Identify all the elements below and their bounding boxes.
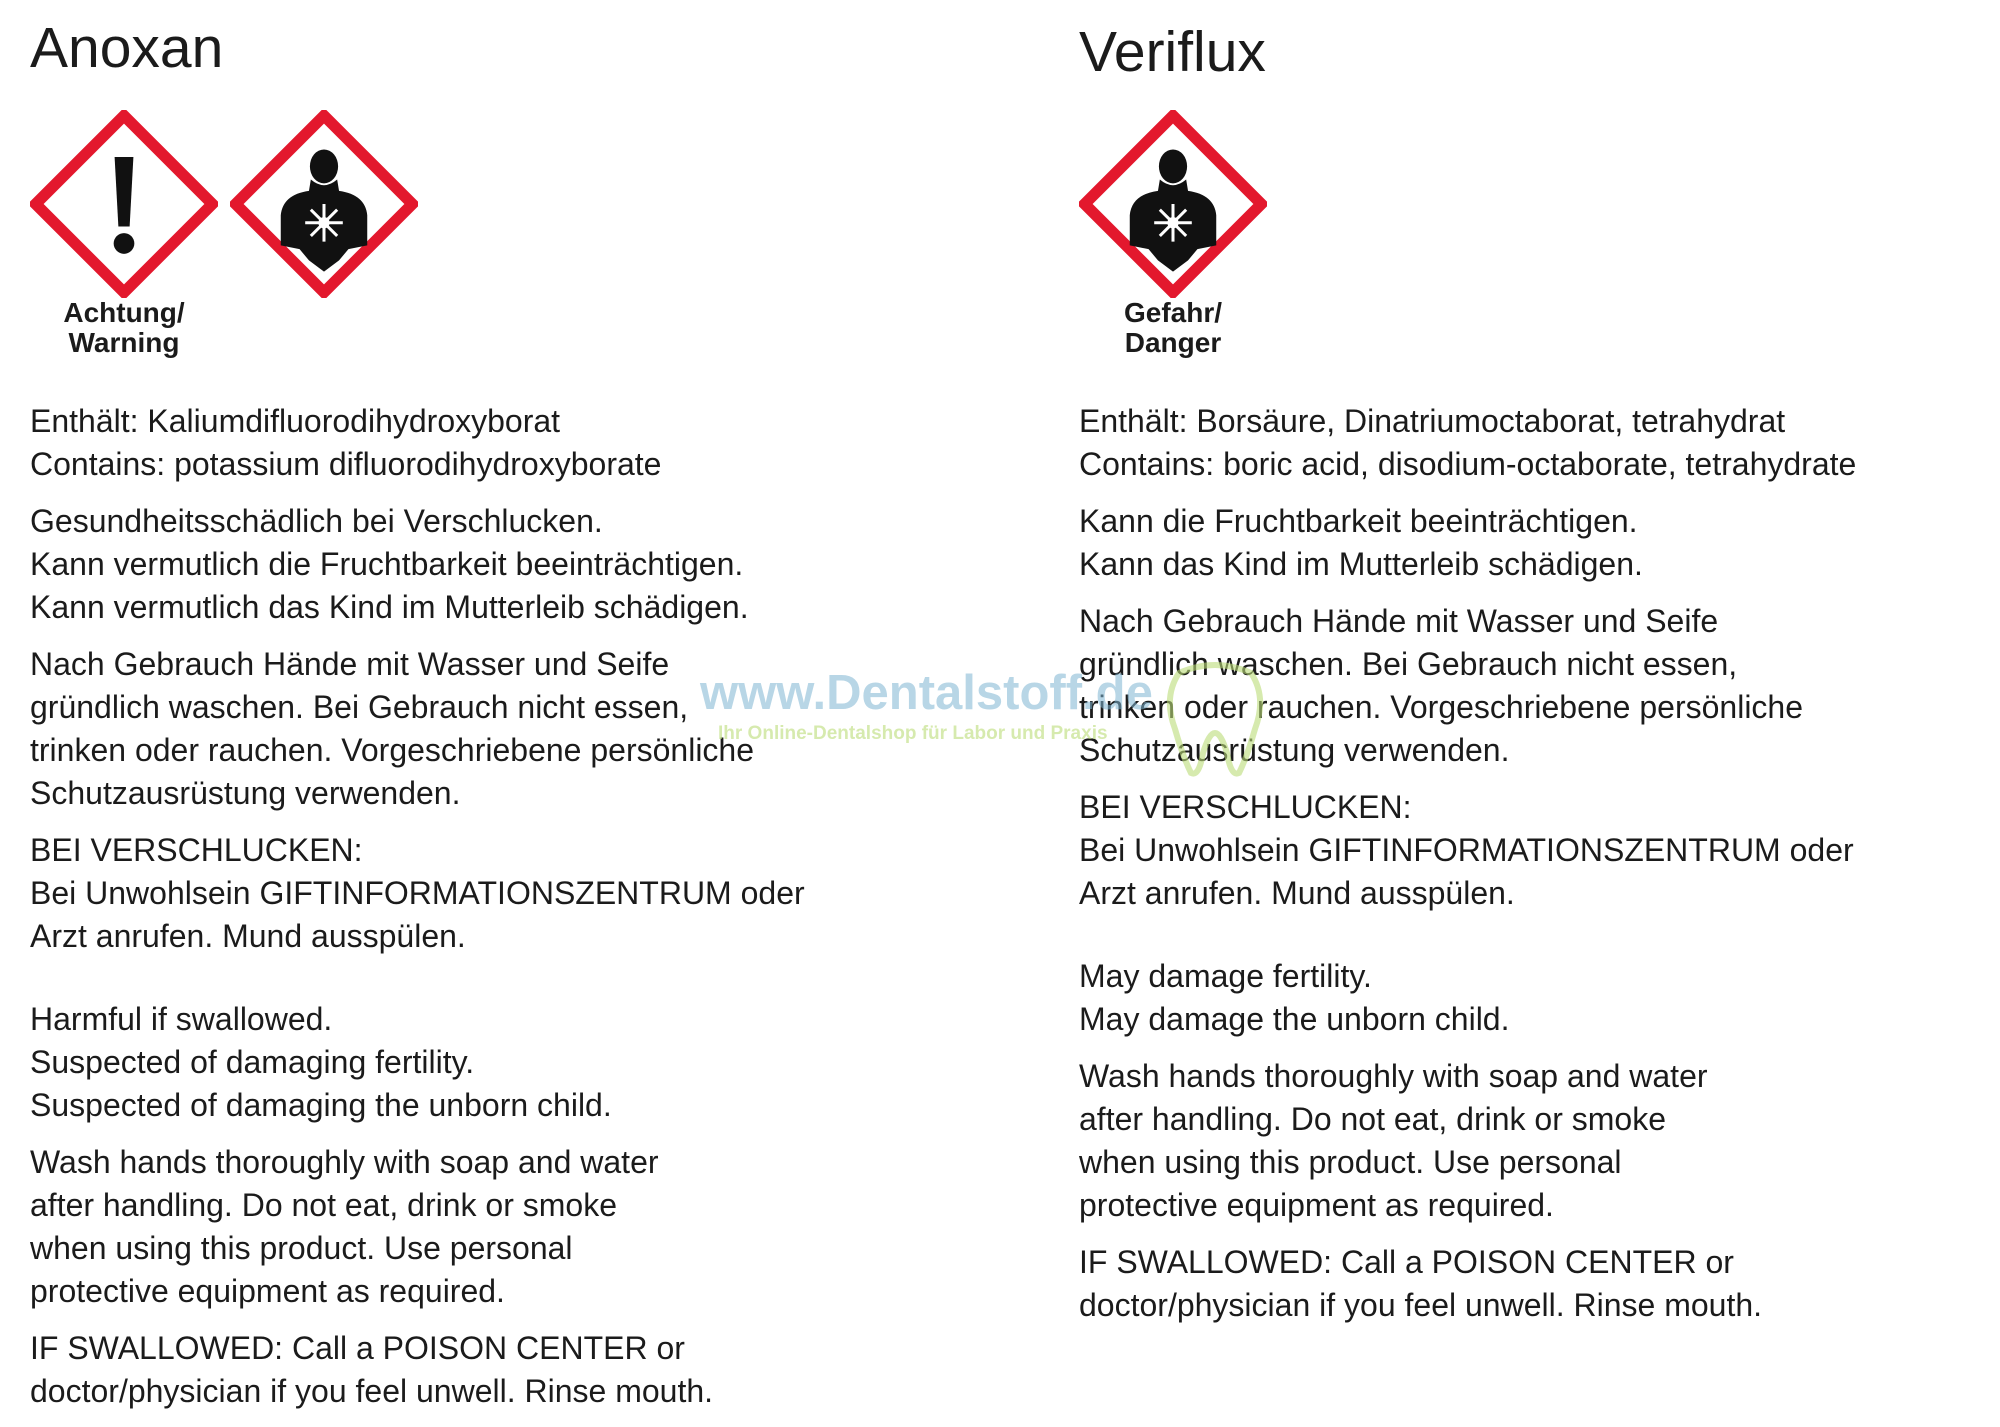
text-line: May damage the unborn child.	[1079, 1001, 1510, 1037]
hazard-pictograms	[1079, 110, 1679, 370]
text-line: Nach Gebrauch Hände mit Wasser und Seife	[1079, 603, 1719, 639]
exclamation-mark-icon	[30, 110, 218, 298]
text-line: trinken oder rauchen. Vorgeschriebene persönliche	[30, 732, 755, 768]
product-title: Anoxan	[30, 16, 224, 80]
text-line: Enthält: Kaliumdifluorodihydroxyborat	[30, 403, 561, 439]
text-line: after handling. Do not eat, drink or smoke	[1079, 1101, 1666, 1137]
text-line: BEI VERSCHLUCKEN:	[30, 832, 363, 868]
anoxan-label	[30, 0, 1010, 1425]
precautions-de	[1079, 600, 1856, 772]
first-aid-de	[30, 829, 805, 958]
text-line: Gesundheitsschädlich bei Verschlucken.	[30, 503, 603, 539]
hazard-statements-en	[1079, 955, 1856, 1041]
hazard-statements-de	[1079, 500, 1856, 586]
text-line: IF SWALLOWED: Call a POISON CENTER or	[30, 1330, 685, 1366]
watermark-url: www.Dentalstoff.de	[700, 666, 1153, 720]
health-hazard-icon	[1079, 110, 1267, 298]
text-line: Contains: potassium difluorodihydroxyborate	[30, 446, 662, 482]
veriflux-label	[1079, 0, 1979, 1425]
hazard-text	[1079, 400, 1856, 1341]
text-line: Kann das Kind im Mutterleib schädigen.	[1079, 546, 1643, 582]
text-line: after handling. Do not eat, drink or smoke	[30, 1187, 617, 1223]
text-line: BEI VERSCHLUCKEN:	[1079, 789, 1412, 825]
health-hazard-icon	[230, 110, 418, 298]
signal-word: Gefahr/ Danger	[1123, 297, 1223, 358]
text-line: doctor/physician if you feel unwell. Rinse mouth.	[30, 1373, 714, 1409]
text-line: Contains: boric acid, disodium-octaborate, tetrahydrate	[1079, 446, 1857, 482]
text-line: gründlich waschen. Bei Gebrauch nicht essen,	[1079, 646, 1738, 682]
text-line: Suspected of damaging fertility.	[30, 1044, 475, 1080]
ingredients-paragraph	[1079, 400, 1856, 486]
text-line: trinken oder rauchen. Vorgeschriebene persönliche	[1079, 689, 1804, 725]
text-line: Kann vermutlich das Kind im Mutterleib schädigen.	[30, 589, 749, 625]
text-line: Bei Unwohlsein GIFTINFORMATIONSZENTRUM oder	[30, 875, 805, 911]
text-line: Bei Unwohlsein GIFTINFORMATIONSZENTRUM oder	[1079, 832, 1854, 868]
first-aid-de	[1079, 786, 1856, 915]
text-line: Schutzausrüstung verwenden.	[1079, 732, 1510, 768]
text-line: Suspected of damaging the unborn child.	[30, 1087, 612, 1123]
signal-word: Achtung/ Warning	[63, 297, 185, 358]
text-line: protective equipment as required.	[30, 1273, 505, 1309]
text-line: protective equipment as required.	[1079, 1187, 1554, 1223]
text-line: doctor/physician if you feel unwell. Rinse mouth.	[1079, 1287, 1763, 1323]
precautions-en	[1079, 1055, 1856, 1227]
text-line: May damage fertility.	[1079, 958, 1372, 994]
precautions-de	[30, 643, 805, 815]
ingredients-paragraph	[30, 400, 805, 486]
text-line: Wash hands thoroughly with soap and water	[1079, 1058, 1708, 1094]
text-line: Wash hands thoroughly with soap and water	[30, 1144, 659, 1180]
first-aid-en	[30, 1327, 805, 1413]
text-line: IF SWALLOWED: Call a POISON CENTER or	[1079, 1244, 1734, 1280]
text-line: Kann vermutlich die Fruchtbarkeit beeinträchtigen.	[30, 546, 744, 582]
text-line: Arzt anrufen. Mund ausspülen.	[1079, 875, 1515, 911]
watermark-tagline: Ihr Online-Dentalshop für Labor und Praxis	[718, 723, 1108, 744]
precautions-en	[30, 1141, 805, 1313]
text-line: when using this product. Use personal	[30, 1230, 573, 1266]
text-line: when using this product. Use personal	[1079, 1144, 1622, 1180]
first-aid-en	[1079, 1241, 1856, 1327]
product-title: Veriflux	[1079, 20, 1266, 84]
hazard-text	[30, 400, 805, 1427]
text-line: Nach Gebrauch Hände mit Wasser und Seife	[30, 646, 670, 682]
hazard-statements-en	[30, 998, 805, 1127]
hazard-statements-de	[30, 500, 805, 629]
text-line: Harmful if swallowed.	[30, 1001, 333, 1037]
text-line: Schutzausrüstung verwenden.	[30, 775, 461, 811]
text-line: Enthält: Borsäure, Dinatriumoctaborat, tetrahydrat	[1079, 403, 1786, 439]
text-line: Arzt anrufen. Mund ausspülen.	[30, 918, 466, 954]
text-line: Kann die Fruchtbarkeit beeinträchtigen.	[1079, 503, 1638, 539]
hazard-pictograms	[30, 110, 630, 370]
text-line: gründlich waschen. Bei Gebrauch nicht essen,	[30, 689, 689, 725]
